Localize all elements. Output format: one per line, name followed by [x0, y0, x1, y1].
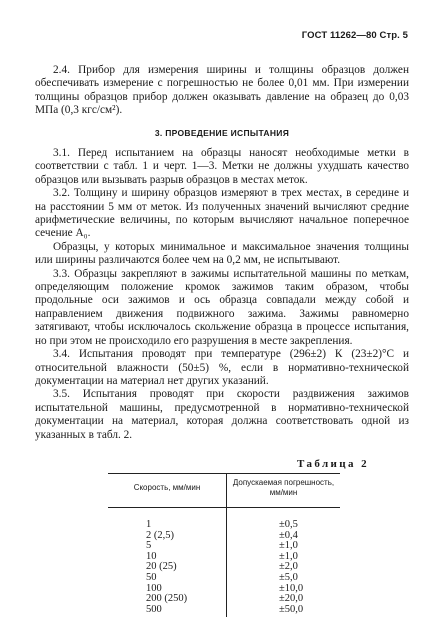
table-row	[108, 562, 340, 573]
tolerance-cell: ±10,0	[279, 582, 304, 594]
speed-table	[108, 473, 340, 617]
table-row	[108, 552, 340, 563]
table-row	[108, 605, 340, 618]
speed-cell: 200 (250)	[108, 594, 227, 605]
tolerance-cell: ±20,0	[279, 593, 304, 605]
tolerance-cell: ±1,0	[279, 550, 298, 562]
speed-cell: 10	[108, 552, 227, 563]
paragraph-3-5: 3.5. Испытания проводят при скорости раздвижения зажимов испытательной машины, предусмотренной в нормативно-технической документации на материал, которая должна соответствовать одной из указанных в табл. 2.	[35, 388, 409, 441]
table-row	[108, 584, 340, 595]
tolerance-cell: ±0,5	[279, 519, 298, 530]
table-row	[108, 531, 340, 542]
table-row	[108, 508, 340, 531]
table-row	[108, 573, 340, 584]
tolerance-cell: ±1,0	[279, 540, 298, 552]
column-header-tolerance: Допускаемая погрешность, мм/мин	[227, 474, 341, 508]
paragraph-2-4	[35, 64, 409, 118]
speed-cell: 5	[108, 541, 227, 552]
paragraph-3-3: 3.3. Образцы закрепляют в зажимы испытательной машины по меткам, определяющим положение кромок зажимов таким образом, чтобы продольные оси зажимов и ось образца совпадали между собой и направлением движения подвижного зажима. Зажимы равномерно затягивают, чтобы исключалось скольжение образца в процессе испытания, но при этом не происходило его разрушения в месте закрепления.	[35, 267, 409, 347]
table-caption: Таблица 2	[297, 458, 369, 470]
speed-cell: 2 (2,5)	[108, 531, 227, 542]
table-row	[108, 541, 340, 552]
speed-cell: 1	[108, 508, 227, 531]
paragraph-3-4: 3.4. Испытания проводят при температуре (296±2) К (23±2)°С и относительной влажности (50±5) %, если в нормативно-технической документации на материал нет других указаний.	[35, 348, 409, 387]
section-3-body	[35, 147, 409, 442]
speed-cell: 100	[108, 584, 227, 595]
speed-cell: 500	[108, 605, 227, 618]
speed-cell: 50	[108, 573, 227, 584]
column-header-speed: Скорость, мм/мин	[108, 474, 227, 508]
section-title: 3. ПРОВЕДЕНИЕ ИСПЫТАНИЯ	[154, 128, 290, 138]
page-header: ГОСТ 11262—80 Стр. 5	[301, 30, 408, 41]
table-body	[108, 508, 340, 618]
paragraph-3-2: 3.2. Толщину и ширину образцов измеряют в трех местах, в середине и на расстоянии 5 мм от меток. Из полученных значений вычисляют средние арифметические величины, по которым вычисляют начальное поперечное сечение A₀.	[35, 187, 409, 240]
paragraph-note: Образцы, у которых минимальное и максимальное значения толщины или ширины различаются более чем на 0,2 мм, не испытывают.	[35, 240, 409, 267]
paragraph-3-1: 3.1. Перед испытанием на образцы наносят необходимые метки в соответствии с табл. 1 и черт. 1—3. Метки не должны ухудшать качество образцов или вызывать разрыв образцов в местах меток.	[35, 147, 409, 186]
speed-cell: 20 (25)	[108, 562, 227, 573]
tolerance-cell: ±50,0	[279, 603, 304, 615]
table-row	[108, 594, 340, 605]
tolerance-cell: ±2,0	[279, 561, 298, 573]
tolerance-cell: ±0,4	[279, 529, 298, 541]
paragraph-text: 2.4. Прибор для измерения ширины и толщины образцов должен обеспечивать измерение с погрешностью не более 0,01 мм. При измерении толщины образцов прибор должен оказывать давление на образец до 0,03 МПа (0,3 кгс/см²).	[35, 64, 409, 117]
tolerance-cell: ±5,0	[279, 571, 298, 583]
